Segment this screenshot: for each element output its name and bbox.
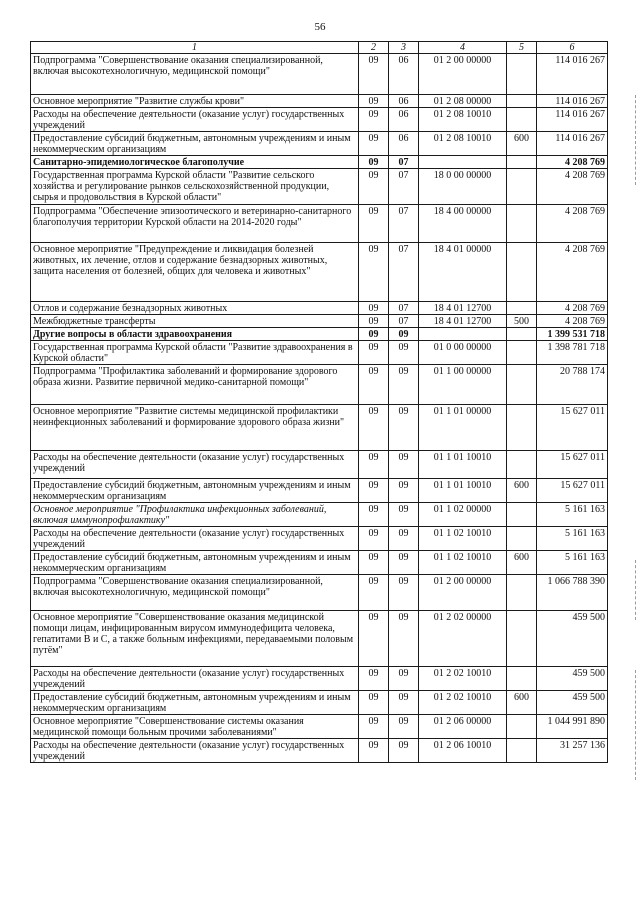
row-section: 09 <box>359 132 389 156</box>
row-subsection: 06 <box>389 95 419 108</box>
row-amount: 4 208 769 <box>537 205 608 243</box>
row-amount: 31 257 136 <box>537 739 608 763</box>
row-amount: 4 208 769 <box>537 243 608 302</box>
row-subsection: 09 <box>389 527 419 551</box>
table-row <box>31 527 608 551</box>
row-subsection: 06 <box>389 54 419 95</box>
row-section: 09 <box>359 205 389 243</box>
row-amount: 1 066 788 390 <box>537 575 608 611</box>
row-section: 09 <box>359 169 389 205</box>
table-row <box>31 328 608 341</box>
scan-artifact <box>635 95 636 185</box>
row-name: Подпрограмма "Совершенствование оказания специализированной, включая высокотехнологичную, медицинской помощи" <box>31 54 359 95</box>
row-target-code: 01 1 02 10010 <box>419 551 507 575</box>
row-target-code <box>419 156 507 169</box>
row-target-code: 18 4 01 12700 <box>419 315 507 328</box>
column-number-row <box>31 42 608 54</box>
row-expense-type <box>507 451 537 479</box>
row-name: Расходы на обеспечение деятельности (оказание услуг) государственных учреждений <box>31 667 359 691</box>
row-name: Предоставление субсидий бюджетным, автономным учреждениям и иным некоммерческим организациям <box>31 479 359 503</box>
row-name: Расходы на обеспечение деятельности (оказание услуг) государственных учреждений <box>31 739 359 763</box>
row-subsection: 09 <box>389 575 419 611</box>
row-expense-type: 600 <box>507 691 537 715</box>
row-amount: 459 500 <box>537 691 608 715</box>
table-row <box>31 405 608 451</box>
row-target-code <box>419 328 507 341</box>
row-target-code: 01 0 00 00000 <box>419 341 507 365</box>
row-expense-type <box>507 156 537 169</box>
row-name: Расходы на обеспечение деятельности (оказание услуг) государственных учреждений <box>31 451 359 479</box>
row-target-code: 18 4 01 00000 <box>419 243 507 302</box>
row-amount: 15 627 011 <box>537 451 608 479</box>
row-section: 09 <box>359 527 389 551</box>
row-target-code: 01 1 01 10010 <box>419 451 507 479</box>
row-subsection: 09 <box>389 405 419 451</box>
row-name: Санитарно-эпидемиологическое благополучие <box>31 156 359 169</box>
row-section: 09 <box>359 315 389 328</box>
row-section: 09 <box>359 479 389 503</box>
row-section: 09 <box>359 575 389 611</box>
row-expense-type <box>507 95 537 108</box>
row-section: 09 <box>359 739 389 763</box>
table-row <box>31 715 608 739</box>
row-expense-type <box>507 328 537 341</box>
row-target-code: 01 2 06 00000 <box>419 715 507 739</box>
page-number: 56 <box>314 21 326 33</box>
row-name: Предоставление субсидий бюджетным, автономным учреждениям и иным некоммерческим организациям <box>31 132 359 156</box>
table-row <box>31 108 608 132</box>
row-section: 09 <box>359 95 389 108</box>
row-subsection: 09 <box>389 451 419 479</box>
row-amount: 4 208 769 <box>537 156 608 169</box>
row-section: 09 <box>359 405 389 451</box>
row-target-code: 01 2 00 00000 <box>419 54 507 95</box>
row-name: Основное мероприятие "Совершенствование оказания медицинской помощи лицам, инфицированным вирусом иммунодефицита человека, гепатитами B и C, а также больным инфекциями, передаваемыми половым путём" <box>31 611 359 667</box>
row-name: Основное мероприятие "Развитие системы медицинской профилактики неинфекционных заболеваний и формирование здорового образа жизни" <box>31 405 359 451</box>
row-amount: 5 161 163 <box>537 503 608 527</box>
row-target-code: 18 0 00 00000 <box>419 169 507 205</box>
row-name: Основное мероприятие "Предупреждение и ликвидация болезней животных, их лечение, отлов и содержание безнадзорных животных, защита населения от болезней, общих для человека и животных" <box>31 243 359 302</box>
row-name: Расходы на обеспечение деятельности (оказание услуг) государственных учреждений <box>31 108 359 132</box>
row-amount: 459 500 <box>537 667 608 691</box>
row-expense-type: 500 <box>507 315 537 328</box>
row-section: 09 <box>359 156 389 169</box>
row-subsection: 09 <box>389 551 419 575</box>
table-row <box>31 243 608 302</box>
column-number: 2 <box>359 42 389 54</box>
row-name: Межбюджетные трансферты <box>31 315 359 328</box>
row-expense-type <box>507 405 537 451</box>
row-subsection: 07 <box>389 302 419 315</box>
row-name: Основное мероприятие "Совершенствование системы оказания медицинской помощи больным прочими заболеваниями" <box>31 715 359 739</box>
row-section: 09 <box>359 667 389 691</box>
row-subsection: 09 <box>389 365 419 405</box>
row-expense-type <box>507 739 537 763</box>
row-section: 09 <box>359 108 389 132</box>
row-amount: 459 500 <box>537 611 608 667</box>
table-row <box>31 451 608 479</box>
table-row <box>31 302 608 315</box>
row-expense-type <box>507 503 537 527</box>
column-number: 6 <box>537 42 608 54</box>
row-amount: 1 044 991 890 <box>537 715 608 739</box>
row-subsection: 09 <box>389 328 419 341</box>
table-row <box>31 479 608 503</box>
budget-table <box>30 41 608 763</box>
row-name: Государственная программа Курской области "Развитие сельского хозяйства и регулирование рынков сельскохозяйственной продукции, сырья и продовольствия в Курской области" <box>31 169 359 205</box>
row-expense-type <box>507 365 537 405</box>
row-subsection: 09 <box>389 479 419 503</box>
table-row <box>31 156 608 169</box>
row-amount: 4 208 769 <box>537 302 608 315</box>
table-row <box>31 551 608 575</box>
row-section: 09 <box>359 328 389 341</box>
row-expense-type <box>507 205 537 243</box>
row-target-code: 01 1 02 00000 <box>419 503 507 527</box>
row-subsection: 09 <box>389 691 419 715</box>
row-amount: 5 161 163 <box>537 527 608 551</box>
row-amount: 1 399 531 718 <box>537 328 608 341</box>
row-expense-type <box>507 341 537 365</box>
row-section: 09 <box>359 302 389 315</box>
row-expense-type <box>507 715 537 739</box>
row-amount: 5 161 163 <box>537 551 608 575</box>
row-amount: 4 208 769 <box>537 169 608 205</box>
table-row <box>31 503 608 527</box>
row-name: Основное мероприятие "Развитие службы крови" <box>31 95 359 108</box>
row-amount: 1 398 781 718 <box>537 341 608 365</box>
row-section: 09 <box>359 551 389 575</box>
row-target-code: 01 1 01 10010 <box>419 479 507 503</box>
row-expense-type <box>507 302 537 315</box>
table-row <box>31 169 608 205</box>
table-row <box>31 132 608 156</box>
row-target-code: 01 2 02 00000 <box>419 611 507 667</box>
row-expense-type: 600 <box>507 479 537 503</box>
row-subsection: 09 <box>389 715 419 739</box>
table-row <box>31 575 608 611</box>
row-expense-type: 600 <box>507 551 537 575</box>
column-number: 4 <box>419 42 507 54</box>
row-target-code: 01 2 08 10010 <box>419 132 507 156</box>
row-subsection: 09 <box>389 341 419 365</box>
row-target-code: 01 2 08 10010 <box>419 108 507 132</box>
row-name: Предоставление субсидий бюджетным, автономным учреждениям и иным некоммерческим организациям <box>31 691 359 715</box>
table-row <box>31 315 608 328</box>
row-target-code: 01 2 06 10010 <box>419 739 507 763</box>
scan-artifact <box>635 670 636 780</box>
column-number: 3 <box>389 42 419 54</box>
row-name: Основное мероприятие "Профилактика инфекционных заболеваний, включая иммунопрофилактику" <box>31 503 359 527</box>
row-section: 09 <box>359 691 389 715</box>
row-section: 09 <box>359 341 389 365</box>
row-section: 09 <box>359 503 389 527</box>
table-row <box>31 611 608 667</box>
row-expense-type <box>507 243 537 302</box>
row-amount: 114 016 267 <box>537 95 608 108</box>
row-subsection: 07 <box>389 243 419 302</box>
row-expense-type: 600 <box>507 132 537 156</box>
row-amount: 114 016 267 <box>537 132 608 156</box>
row-expense-type <box>507 667 537 691</box>
row-subsection: 09 <box>389 611 419 667</box>
row-name: Подпрограмма "Совершенствование оказания специализированной, включая высокотехнологичную, медицинской помощи" <box>31 575 359 611</box>
row-target-code: 01 2 00 00000 <box>419 575 507 611</box>
table-row <box>31 667 608 691</box>
row-name: Другие вопросы в области здравоохранения <box>31 328 359 341</box>
row-target-code: 01 2 08 00000 <box>419 95 507 108</box>
row-expense-type <box>507 54 537 95</box>
row-section: 09 <box>359 611 389 667</box>
column-number: 5 <box>507 42 537 54</box>
row-name: Расходы на обеспечение деятельности (оказание услуг) государственных учреждений <box>31 527 359 551</box>
row-amount: 15 627 011 <box>537 479 608 503</box>
budget-table-body <box>31 42 608 763</box>
table-row <box>31 205 608 243</box>
row-name: Подпрограмма "Обеспечение эпизоотического и ветеринарно-санитарного благополучия территории Курской области на 2014-2020 годы" <box>31 205 359 243</box>
row-amount: 114 016 267 <box>537 54 608 95</box>
column-number: 1 <box>31 42 359 54</box>
table-row <box>31 95 608 108</box>
row-section: 09 <box>359 451 389 479</box>
row-name: Предоставление субсидий бюджетным, автономным учреждениям и иным некоммерческим организациям <box>31 551 359 575</box>
row-subsection: 06 <box>389 132 419 156</box>
row-target-code: 18 4 00 00000 <box>419 205 507 243</box>
row-target-code: 01 2 02 10010 <box>419 667 507 691</box>
row-expense-type <box>507 169 537 205</box>
row-expense-type <box>507 527 537 551</box>
row-expense-type <box>507 108 537 132</box>
scan-artifact <box>635 560 636 620</box>
row-section: 09 <box>359 715 389 739</box>
row-expense-type <box>507 575 537 611</box>
table-row <box>31 365 608 405</box>
row-target-code: 01 1 02 10010 <box>419 527 507 551</box>
row-amount: 15 627 011 <box>537 405 608 451</box>
row-subsection: 09 <box>389 667 419 691</box>
row-target-code: 01 2 02 10010 <box>419 691 507 715</box>
row-subsection: 06 <box>389 108 419 132</box>
table-row <box>31 341 608 365</box>
row-name: Подпрограмма "Профилактика заболеваний и формирование здорового образа жизни. Развитие первичной медико-санитарной помощи" <box>31 365 359 405</box>
row-subsection: 07 <box>389 315 419 328</box>
row-target-code: 18 4 01 12700 <box>419 302 507 315</box>
row-section: 09 <box>359 365 389 405</box>
row-subsection: 07 <box>389 169 419 205</box>
row-subsection: 07 <box>389 205 419 243</box>
row-name: Отлов и содержание безнадзорных животных <box>31 302 359 315</box>
row-name: Государственная программа Курской области "Развитие здравоохранения в Курской области" <box>31 341 359 365</box>
row-target-code: 01 1 00 00000 <box>419 365 507 405</box>
row-target-code: 01 1 01 00000 <box>419 405 507 451</box>
row-expense-type <box>507 611 537 667</box>
row-section: 09 <box>359 243 389 302</box>
row-section: 09 <box>359 54 389 95</box>
table-row <box>31 739 608 763</box>
row-amount: 4 208 769 <box>537 315 608 328</box>
table-row <box>31 54 608 95</box>
row-amount: 114 016 267 <box>537 108 608 132</box>
row-subsection: 09 <box>389 739 419 763</box>
table-row <box>31 691 608 715</box>
row-subsection: 07 <box>389 156 419 169</box>
row-subsection: 09 <box>389 503 419 527</box>
row-amount: 20 788 174 <box>537 365 608 405</box>
